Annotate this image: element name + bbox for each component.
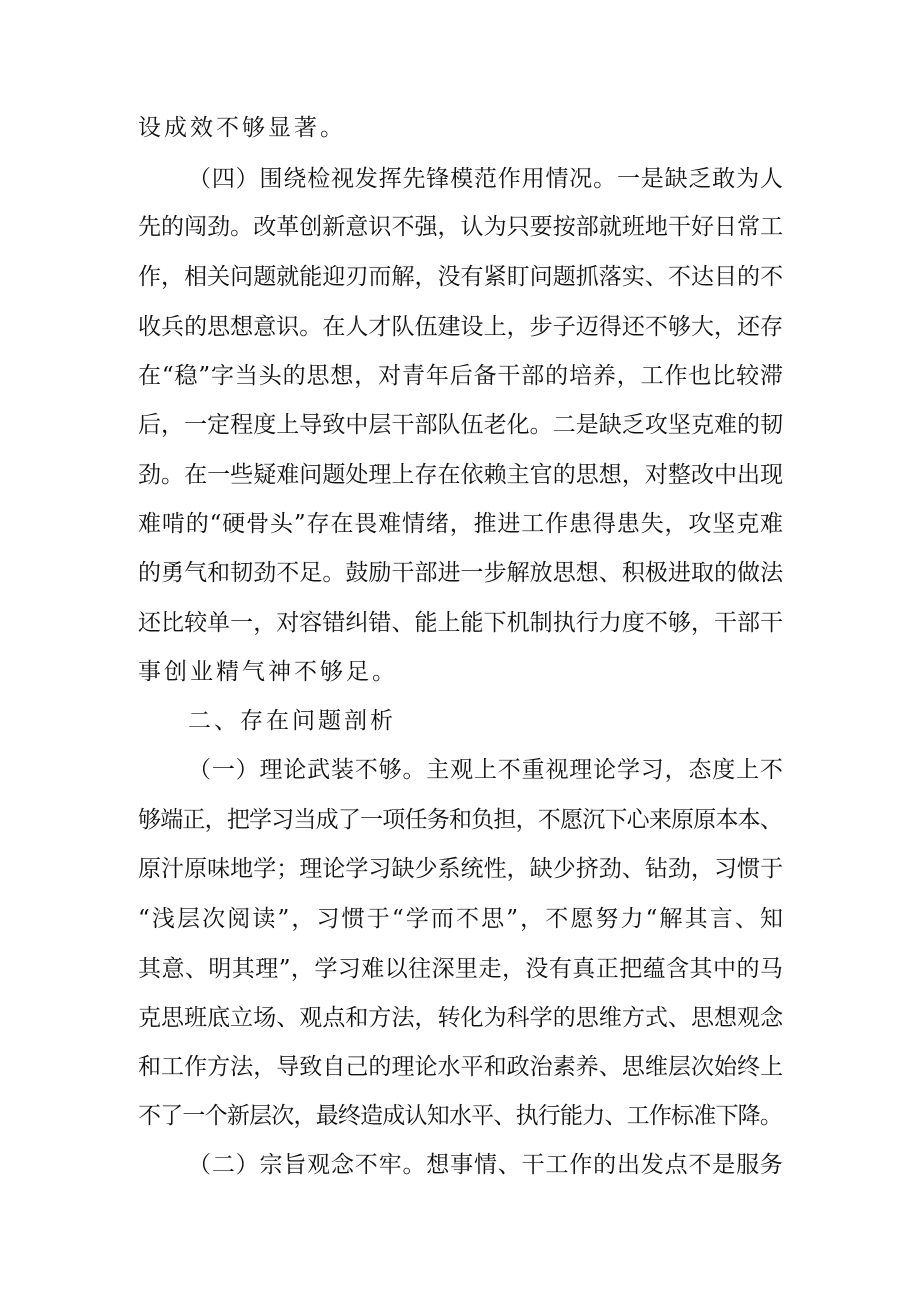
text-line — [0, 504, 920, 544]
line-text: 难啃的“硬骨头”存在畏难情绪，推进工作患得患失，攻坚克难 — [138, 511, 784, 537]
line-text: 够端正，把学习当成了一项任务和负担，不愿沉下心来原原本本、 — [138, 807, 783, 833]
text-line — [0, 455, 920, 495]
text-line — [0, 1047, 920, 1087]
line-text: （二）宗旨观念不牢。想事情、干工作的出发点不是服务 — [188, 1152, 784, 1178]
line-text: 克思班底立场、观点和方法，转化为科学的思维方式、思想观念 — [138, 1005, 784, 1031]
heading-text: 二、存在问题剖析 — [188, 708, 396, 734]
text-line — [0, 1145, 920, 1185]
line-text: 后，一定程度上导致中层干部队伍老化。二是缺乏攻坚克难的韧 — [138, 412, 784, 438]
text-line — [0, 307, 920, 347]
line-text: 在“稳”字当头的思想，对青年后备干部的培养，工作也比较滞 — [138, 363, 784, 389]
text-line — [0, 800, 920, 840]
text-line — [0, 998, 920, 1038]
section-heading — [0, 701, 920, 741]
text-line — [0, 405, 920, 445]
text-line — [0, 553, 920, 593]
line-text: “浅层次阅读”，习惯于“学而不思”，不愿努力“解其言、知 — [138, 906, 786, 932]
line-text: （一）理论武装不够。主观上不重视理论学习，态度上不 — [188, 757, 784, 783]
line-text: 事创业精气神不够足。 — [138, 659, 398, 685]
text-line — [0, 603, 920, 643]
text-line — [0, 356, 920, 396]
line-text: 不了一个新层次，最终造成认知水平、执行能力、工作标准下降。 — [138, 1103, 783, 1129]
text-line — [0, 1096, 920, 1136]
line-text: 作，相关问题就能迎刃而解，没有紧盯问题抓落实、不达目的不 — [138, 264, 784, 290]
text-line — [0, 849, 920, 889]
text-line — [0, 750, 920, 790]
text-line — [0, 949, 920, 989]
line-text: 设成效不够显著。 — [138, 115, 346, 141]
text-line — [0, 159, 920, 199]
line-text: （四）围绕检视发挥先锋模范作用情况。一是缺乏敢为人 — [188, 166, 784, 192]
line-text: 还比较单一，对容错纠错、能上能下机制执行力度不够，干部干 — [138, 610, 784, 636]
text-line — [0, 108, 920, 148]
line-text: 其意、明其理”，学习难以往深里走，没有真正把蕴含其中的马 — [138, 956, 784, 982]
line-text: 先的闯劲。改革创新意识不强，认为只要按部就班地干好日常工 — [138, 214, 784, 240]
line-text: 的勇气和韧劲不足。鼓励干部进一步解放思想、积极进取的做法 — [138, 560, 784, 586]
text-line — [0, 207, 920, 247]
line-text: 收兵的思想意识。在人才队伍建设上，步子迈得还不够大，还存 — [138, 314, 784, 340]
line-text: 劲。在一些疑难问题处理上存在依赖主官的思想，对整改中出现 — [138, 462, 784, 488]
line-text: 原汁原味地学；理论学习缺少系统性，缺少挤劲、钻劲，习惯于 — [138, 856, 784, 882]
text-line — [0, 652, 920, 692]
text-line — [0, 899, 920, 939]
text-line — [0, 257, 920, 297]
line-text: 和工作方法，导致自己的理论水平和政治素养、思维层次始终上 — [138, 1054, 784, 1080]
